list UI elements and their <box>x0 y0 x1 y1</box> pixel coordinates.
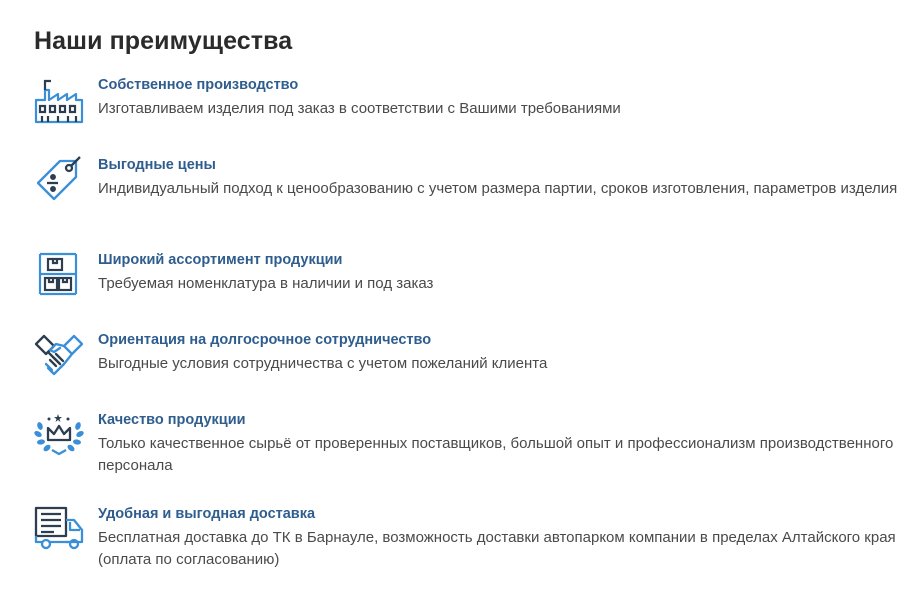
delivery-truck-icon <box>34 504 84 554</box>
feature-title-link[interactable]: Широкий ассортимент продукции <box>98 252 343 268</box>
section-title: Наши преимущества <box>34 27 293 55</box>
handshake-icon <box>34 330 84 380</box>
feature-description: Только качественное сырьё от проверенных поставщиков, большой опыт и профессионализм производственного персонала <box>98 435 894 474</box>
feature-title-link[interactable]: Собственное производство <box>98 77 299 93</box>
feature-title-link[interactable]: Удобная и выгодная доставка <box>98 506 316 522</box>
advantages-section <box>34 26 904 568</box>
feature-title-link[interactable]: Ориентация на долгосрочное сотрудничество <box>98 332 432 348</box>
price-tag-icon <box>34 155 84 205</box>
feature-title-link[interactable]: Качество продукции <box>98 412 246 428</box>
quality-crown-icon <box>34 410 84 460</box>
feature-description: Требуемая номенклатура в наличии и под заказ <box>98 275 434 292</box>
feature-title-link[interactable]: Выгодные цены <box>98 157 216 173</box>
warehouse-shelf-icon <box>34 250 84 300</box>
feature-description: Индивидуальный подход к ценообразованию с учетом размера партии, сроков изготовления, параметров изделия <box>98 180 898 197</box>
feature-description: Выгодные условия сотрудничества с учетом пожеланий клиента <box>98 355 548 372</box>
feature-description: Бесплатная доставка до ТК в Барнауле, возможность доставки автопарком компании в пределах Алтайского края (оплата по согласованию) <box>98 529 896 568</box>
factory-icon <box>34 75 84 125</box>
feature-description: Изготавливаем изделия под заказ в соответствии с Вашими требованиями <box>98 100 621 117</box>
